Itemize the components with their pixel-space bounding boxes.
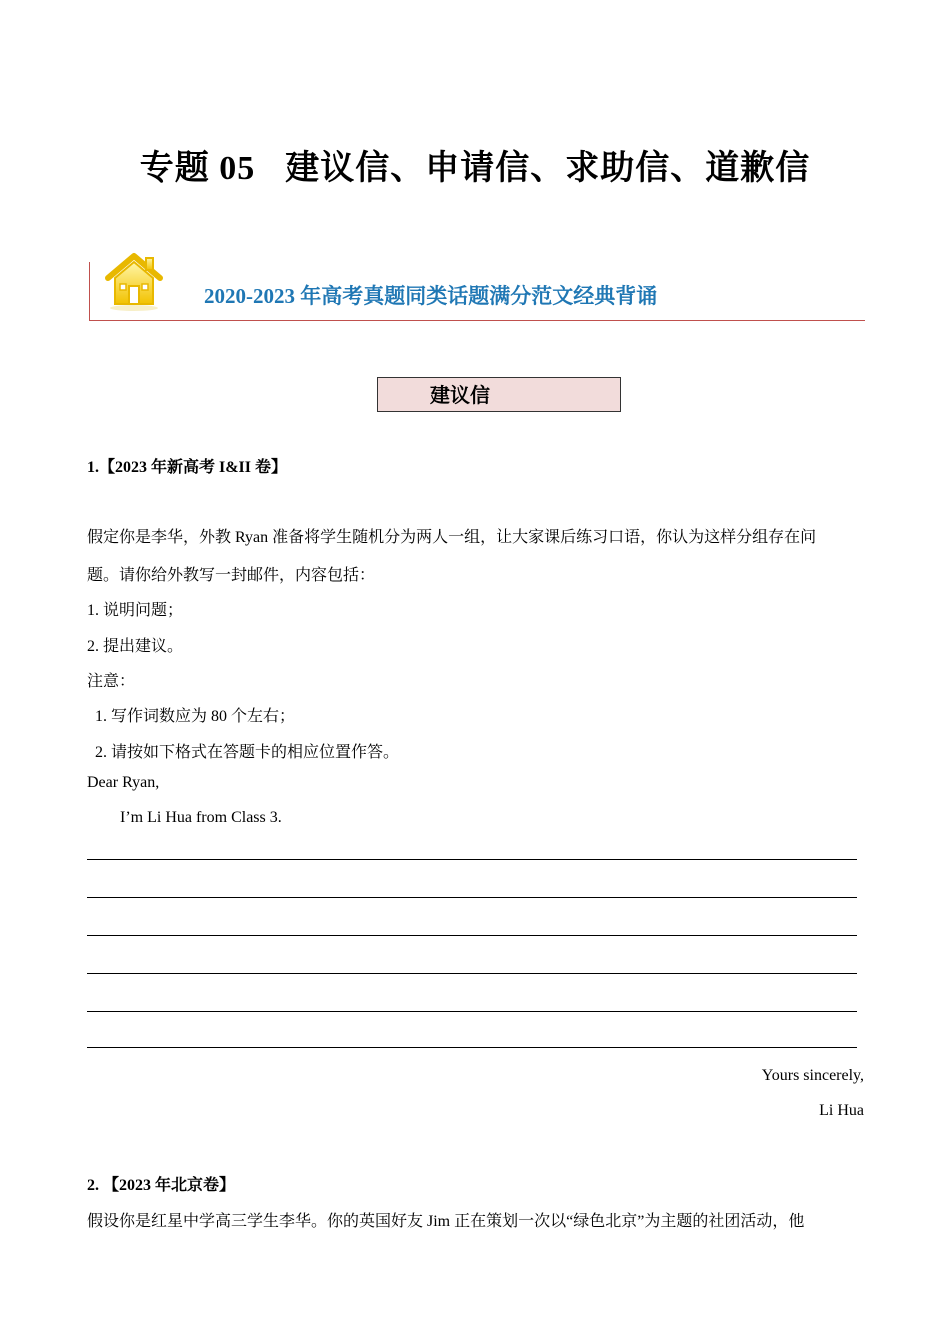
q1-greeting: Dear Ryan,	[87, 774, 160, 791]
q1-closing: Yours sincerely,	[761, 1067, 864, 1084]
page-title	[0, 140, 950, 189]
q1-note1: 1. 写作词数应为 80 个左右；	[95, 708, 296, 725]
section-label-box: 建议信	[377, 377, 621, 412]
q1-note2: 2. 请按如下格式在答题卡的相应位置作答。	[95, 744, 400, 761]
q1-item2: 2. 提出建议。	[87, 638, 184, 655]
q1-note-label: 注意：	[87, 673, 136, 690]
house-icon	[102, 248, 166, 312]
q1-item1: 1. 说明问题；	[87, 602, 184, 619]
q1-signature: Li Hua	[819, 1102, 864, 1119]
answer-line	[87, 973, 857, 974]
answer-line	[87, 1047, 857, 1048]
answer-line	[87, 1011, 857, 1012]
q1-prompt-line1: 假定你是李华，外教 Ryan 准备将学生随机分为两人一组，让大家课后练习口语，你认为这样分组存在问	[87, 529, 817, 546]
section-banner	[89, 262, 865, 321]
answer-line	[87, 897, 857, 898]
q1-prompt-line2: 题。请你给外教写一封邮件，内容包括：	[87, 567, 376, 584]
q1-heading: 1.【2023 年新高考 I&II 卷】	[87, 459, 288, 476]
q1-opening: I’m Li Hua from Class 3.	[120, 809, 282, 826]
answer-line	[87, 935, 857, 936]
q2-prompt-line1: 假设你是红星中学高三学生李华。你的英国好友 Jim 正在策划一次以“绿色北京”为主题的社团活动，他	[87, 1213, 805, 1230]
answer-line	[87, 859, 857, 860]
banner-title: 2020-2023 年高考真题同类话题满分范文经典背诵	[204, 284, 658, 308]
title-number: 专题 05	[139, 150, 256, 187]
q2-heading: 2. 【2023 年北京卷】	[87, 1177, 236, 1194]
title-text: 建议信、申请信、求助信、道歉信	[285, 150, 811, 187]
